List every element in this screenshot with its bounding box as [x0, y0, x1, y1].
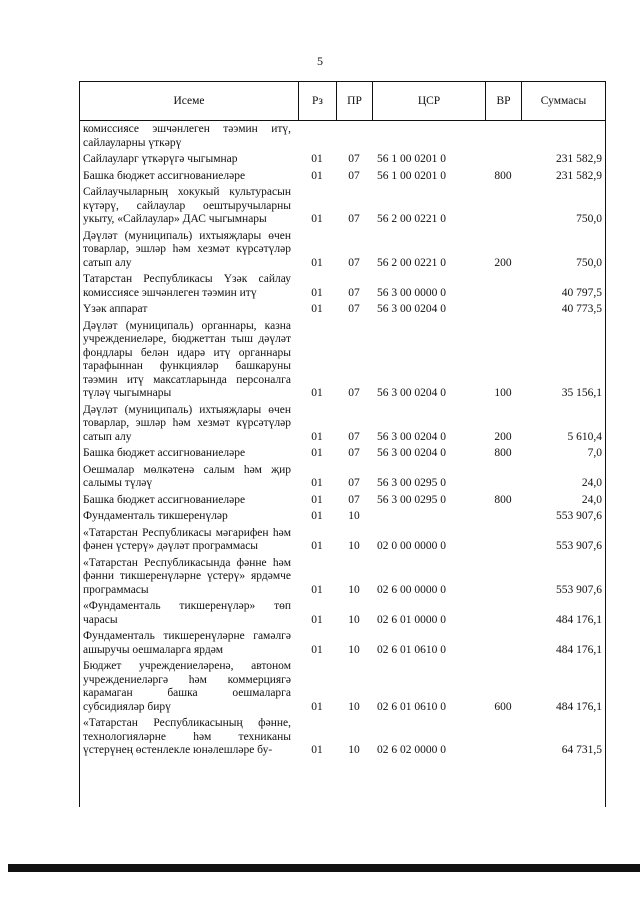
- table-row: [80, 447, 605, 461]
- row-csr: 02 0 00 0000 0: [377, 540, 446, 552]
- row-rz: 01: [311, 256, 323, 269]
- row-pr: 07: [348, 256, 360, 269]
- row-csr: 56 3 00 0204 0: [377, 387, 446, 399]
- row-sum: 40 797,5: [561, 286, 602, 299]
- row-vr: [485, 557, 521, 598]
- row-csr: 56 3 00 0295 0: [377, 493, 446, 506]
- row-csr: 02 6 02 0000 0: [377, 744, 446, 756]
- row-rz: 01: [311, 643, 323, 656]
- page-number: 5: [317, 54, 323, 68]
- row-sum: 7,0: [587, 447, 602, 459]
- row-name: «Татарстан Республикасының фәнне, технологияләрне һәм техниканы үстерүнең өстенлекле юнәлешләре бу-: [83, 717, 291, 756]
- row-sum: 484 176,1: [556, 613, 602, 626]
- row-sum: 231 582,9: [556, 153, 602, 165]
- row-rz: 01: [311, 213, 323, 225]
- row-name: Башка бюджет ассигнованиеләре: [83, 493, 246, 506]
- row-sum: 24,0: [581, 493, 602, 506]
- row-csr: 56 2 00 0221 0: [377, 256, 446, 269]
- row-rz: 01: [311, 510, 323, 522]
- table-row: [80, 186, 605, 227]
- row-rz: 01: [311, 303, 323, 315]
- header-rz: Рз: [298, 82, 336, 120]
- table-body: [80, 123, 605, 761]
- row-sum: 5 610,4: [567, 430, 602, 443]
- row-pr: [336, 123, 372, 150]
- row-pr: 07: [348, 303, 360, 315]
- header-vr: ВР: [485, 82, 521, 120]
- row-pr: 10: [348, 613, 360, 626]
- row-rz: [298, 123, 336, 150]
- row-pr: 10: [348, 510, 360, 522]
- row-vr: 800: [494, 493, 512, 506]
- row-rz: 01: [311, 430, 323, 443]
- row-name: «Татарстан Республикасы мәгарифен һәм фәнен үстерү» дәүләт программасы: [83, 526, 291, 552]
- table-row: [80, 557, 605, 598]
- row-pr: 10: [348, 700, 360, 713]
- row-sum: 750,0: [576, 213, 602, 225]
- row-pr: 07: [348, 153, 360, 165]
- row-pr: 07: [348, 387, 360, 399]
- row-vr: [485, 630, 521, 657]
- row-csr: [372, 123, 485, 150]
- row-vr: [485, 123, 521, 150]
- row-csr: 56 3 00 0295 0: [377, 477, 446, 489]
- row-name: Башка бюджет ассигнованиеләре: [83, 169, 246, 182]
- row-sum: 64 731,5: [561, 744, 602, 756]
- row-vr: 200: [494, 256, 512, 269]
- row-csr: 02 6 01 0610 0: [377, 700, 446, 713]
- table-row: [80, 320, 605, 401]
- row-rz: 01: [311, 583, 323, 596]
- row-csr: 02 6 00 0000 0: [377, 583, 446, 596]
- row-vr: 800: [494, 447, 512, 459]
- row-name: «Татарстан Республикасында фәнне һәм фәнни тикшеренүләрне үстерү» ярдәмче программасы: [83, 556, 291, 596]
- table-row: [80, 600, 605, 627]
- row-sum: 231 582,9: [556, 169, 602, 182]
- row-vr: [485, 600, 521, 627]
- row-pr: 07: [348, 477, 360, 489]
- header-name: Исеме: [173, 95, 205, 107]
- row-name: «Фундаменталь тикшеренүләр» төп чарасы: [83, 600, 291, 626]
- row-name: Фундаменталь тикшеренүләрне гамәлгә ашыручы оешмаларга ярдәм: [83, 630, 291, 656]
- row-name: Дәүләт (муниципаль) ихтыяҗлары өчен товарлар, эшләр һәм хезмәт күрсәтүләр сатып алу: [83, 403, 291, 443]
- row-csr: 56 1 00 0201 0: [377, 169, 446, 182]
- row-rz: 01: [311, 387, 323, 399]
- table-row: [80, 230, 605, 271]
- row-vr: [485, 303, 521, 317]
- row-name: Дәүләт (муниципаль) ихтыяҗлары өчен товарлар, эшләр һәм хезмәт күрсәтүләр сатып алу: [83, 229, 291, 269]
- row-sum: 35 156,1: [561, 387, 602, 399]
- row-csr: 56 3 00 0204 0: [377, 303, 446, 315]
- table-row: [80, 660, 605, 714]
- table-row: [80, 273, 605, 300]
- row-csr: 56 2 00 0221 0: [377, 213, 446, 225]
- row-pr: 10: [348, 583, 360, 596]
- row-rz: 01: [311, 153, 323, 165]
- row-csr: 02 6 01 0610 0: [377, 643, 446, 656]
- row-rz: 01: [311, 613, 323, 626]
- row-vr: 600: [494, 700, 512, 713]
- row-pr: 10: [348, 643, 360, 656]
- row-rz: 01: [311, 700, 323, 713]
- row-csr: 56 3 00 0000 0: [377, 286, 446, 299]
- row-pr: 10: [348, 744, 360, 756]
- header-pr: ПР: [336, 82, 372, 120]
- row-vr: 800: [494, 169, 512, 182]
- row-vr: 100: [494, 387, 512, 399]
- row-rz: 01: [311, 286, 323, 299]
- row-vr: 200: [494, 430, 512, 443]
- row-rz: 01: [311, 447, 323, 459]
- row-name: Оешмалар мөлкәтенә салым һәм җир салымы түләү: [83, 463, 291, 489]
- row-name: Үзәк аппарат: [83, 303, 148, 315]
- row-vr: [485, 186, 521, 227]
- table-header: [79, 81, 606, 121]
- row-sum: 40 773,5: [561, 303, 602, 315]
- row-vr: [485, 273, 521, 300]
- row-name: Дәүләт (муниципаль) органнары, казна учреждениеләре, бюджеттан тыш дәүләт фондлары белән идарә итү органнары тарафыннан функцияләр башкаруны тәэмин итү максатларында персоналга түләү чыгымнары: [83, 319, 291, 399]
- row-sum: [521, 123, 605, 150]
- row-name: Бюджет учреждениеләренә, автоном учреждениеләргә һәм коммерциягә карамаган башка оешмаларга субсидияләр бирү: [83, 660, 291, 713]
- table-row: [80, 630, 605, 657]
- row-pr: 07: [348, 286, 360, 299]
- row-vr: [485, 510, 521, 524]
- row-pr: 10: [348, 540, 360, 552]
- table-row: [80, 303, 605, 317]
- table-row: [80, 527, 605, 554]
- table-row: [80, 404, 605, 445]
- table-row: [80, 123, 605, 150]
- row-name: Фундаменталь тикшеренүләр: [83, 510, 228, 522]
- table-row: [80, 494, 605, 508]
- row-vr: [485, 527, 521, 554]
- row-rz: 01: [311, 540, 323, 552]
- table-row: [80, 153, 605, 167]
- row-pr: 07: [348, 169, 360, 182]
- scan-edge-bar: [8, 864, 640, 872]
- header-csr: ЦСР: [372, 82, 485, 120]
- row-name: комиссиясе эшчәнлеген тәэмин итү, сайлауларны үткәрү: [83, 123, 291, 149]
- row-pr: 07: [348, 447, 360, 459]
- row-name: Татарстан Республикасы Үзәк сайлау комиссиясе эшчәнлеген тәэмин итү: [83, 273, 291, 299]
- row-csr: 56 3 00 0204 0: [377, 447, 446, 459]
- row-csr: 02 6 01 0000 0: [377, 613, 446, 626]
- row-rz: 01: [311, 744, 323, 756]
- row-sum: 553 907,6: [556, 583, 602, 596]
- row-pr: 07: [348, 430, 360, 443]
- row-sum: 484 176,1: [556, 700, 602, 713]
- row-name: Сайлаучыларның хокукый культурасын күтәрү, сайлаулар оештыручыларны укыту, «Сайлаулар» ДАС чыгымнары: [83, 186, 291, 225]
- row-rz: 01: [311, 477, 323, 489]
- table-row: [80, 717, 605, 758]
- row-csr: [372, 510, 485, 524]
- row-csr: 56 1 00 0201 0: [377, 153, 446, 165]
- row-vr: [485, 464, 521, 491]
- row-csr: 56 3 00 0204 0: [377, 430, 446, 443]
- row-sum: 484 176,1: [556, 643, 602, 656]
- row-pr: 07: [348, 493, 360, 506]
- row-vr: [485, 717, 521, 758]
- row-name: Башка бюджет ассигнованиеләре: [83, 447, 246, 459]
- table-row: [80, 464, 605, 491]
- row-name: Сайлауларг үткәрүгә чыгымнар: [83, 153, 238, 165]
- row-sum: 24,0: [581, 477, 602, 489]
- row-sum: 750,0: [576, 256, 602, 269]
- row-rz: 01: [311, 169, 323, 182]
- header-sum: Суммасы: [521, 82, 605, 120]
- table-row: [80, 510, 605, 524]
- table-row: [80, 170, 605, 184]
- row-pr: 07: [348, 213, 360, 225]
- row-sum: 553 907,6: [556, 510, 602, 522]
- row-vr: [485, 153, 521, 167]
- row-sum: 553 907,6: [556, 540, 602, 552]
- row-rz: 01: [311, 493, 323, 506]
